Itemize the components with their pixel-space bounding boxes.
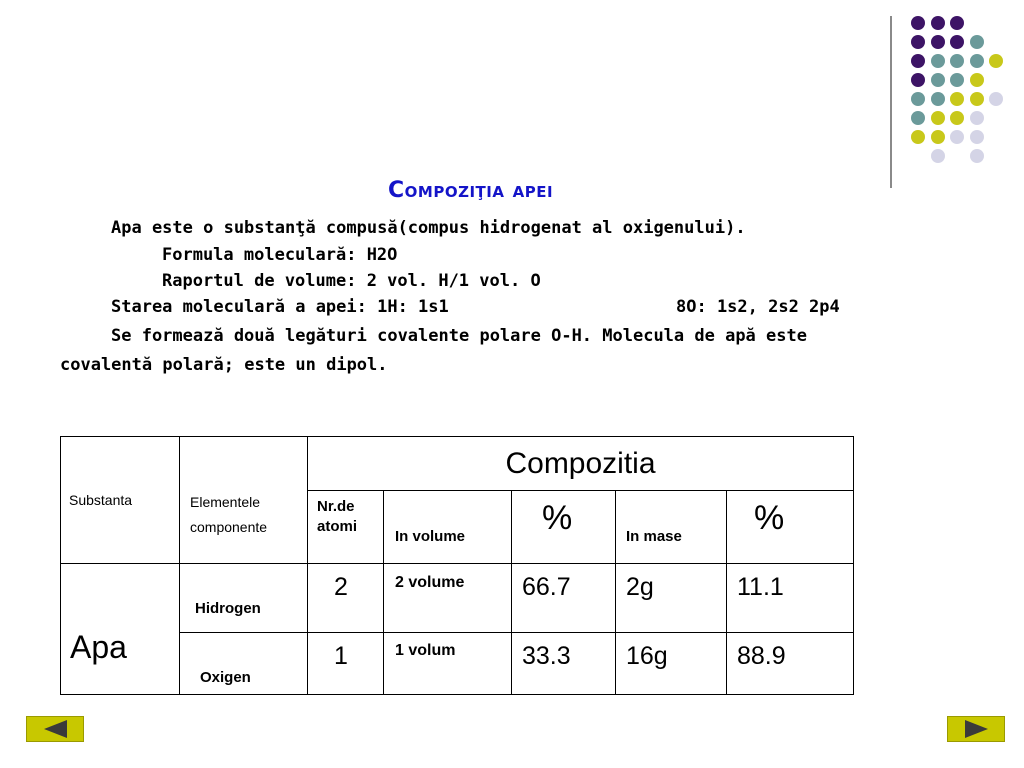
volume-cell: 2 volume — [384, 564, 512, 633]
vertical-divider — [890, 16, 892, 188]
decorative-dot — [970, 73, 984, 87]
prev-slide-button[interactable] — [26, 716, 84, 742]
decorative-dot — [950, 111, 964, 125]
substance-cell: Apa — [61, 564, 180, 695]
decorative-dot — [911, 16, 925, 30]
mass-cell: 16g — [616, 633, 727, 695]
decorative-dot — [950, 130, 964, 144]
decorative-dot — [931, 92, 945, 106]
decorative-dot — [911, 73, 925, 87]
decorative-dot — [989, 92, 1003, 106]
atoms-cell: 1 — [308, 633, 384, 695]
decorative-dot — [950, 16, 964, 30]
molecular-state-line: Starea moleculară a apei: 1H: 1s1 — [111, 297, 449, 317]
triangle-left-icon — [27, 717, 85, 743]
dipole-line: covalentă polară; este un dipol. — [60, 355, 388, 375]
header-substanta: Substanta — [61, 437, 180, 564]
header-nr-atomi: Nr.de atomi — [308, 491, 384, 564]
volume-percent-cell: 33.3 — [512, 633, 616, 695]
volume-ratio-line: Raportul de volume: 2 vol. H/1 vol. O — [162, 271, 541, 291]
composition-table — [60, 436, 854, 695]
header-in-mase: In mase — [616, 491, 727, 564]
decorative-dot-grid — [0, 0, 1024, 190]
header-in-volume: In volume — [384, 491, 512, 564]
decorative-dot — [950, 92, 964, 106]
decorative-dot — [950, 54, 964, 68]
formula-line: Formula moleculară: H2O — [162, 245, 398, 265]
covalent-bonds-line: Se formează două legături covalente polare O-H. Molecula de apă este — [111, 326, 807, 346]
decorative-dot — [989, 54, 1003, 68]
decorative-dot — [911, 111, 925, 125]
decorative-dot — [911, 54, 925, 68]
triangle-right-icon — [948, 717, 1006, 743]
slide-title: Compoziţia apei — [388, 178, 554, 203]
header-percent-mass: % — [727, 491, 854, 564]
element-cell: Hidrogen — [180, 564, 308, 633]
decorative-dot — [931, 149, 945, 163]
mass-percent-cell: 11.1 — [727, 564, 854, 633]
header-percent-volume: % — [512, 491, 616, 564]
table-row-hidrogen — [61, 564, 854, 633]
oxygen-config-text: 8O: 1s2, 2s2 2p4 — [676, 297, 840, 317]
decorative-dot — [931, 130, 945, 144]
decorative-dot — [931, 73, 945, 87]
decorative-dot — [950, 35, 964, 49]
header-elemente: Elementele componente — [180, 437, 308, 564]
header-compozitia: Compozitia — [308, 437, 854, 491]
decorative-dot — [931, 35, 945, 49]
decorative-dot — [970, 111, 984, 125]
decorative-dot — [970, 92, 984, 106]
atoms-cell: 2 — [308, 564, 384, 633]
decorative-dot — [970, 54, 984, 68]
table-row-oxigen — [61, 633, 854, 695]
mass-percent-cell: 88.9 — [727, 633, 854, 695]
decorative-dot — [970, 35, 984, 49]
volume-percent-cell: 66.7 — [512, 564, 616, 633]
mass-cell: 2g — [616, 564, 727, 633]
element-cell: Oxigen — [180, 633, 308, 695]
volume-cell: 1 volum — [384, 633, 512, 695]
decorative-dot — [911, 35, 925, 49]
decorative-dot — [970, 130, 984, 144]
decorative-dot — [911, 92, 925, 106]
decorative-dot — [950, 73, 964, 87]
next-slide-button[interactable] — [947, 716, 1005, 742]
decorative-dot — [931, 111, 945, 125]
decorative-dot — [931, 16, 945, 30]
decorative-dot — [931, 54, 945, 68]
decorative-dot — [911, 130, 925, 144]
decorative-dot — [970, 149, 984, 163]
paragraph-line-1: Apa este o substanţă compusă(compus hidrogenat al oxigenului). — [111, 218, 746, 238]
